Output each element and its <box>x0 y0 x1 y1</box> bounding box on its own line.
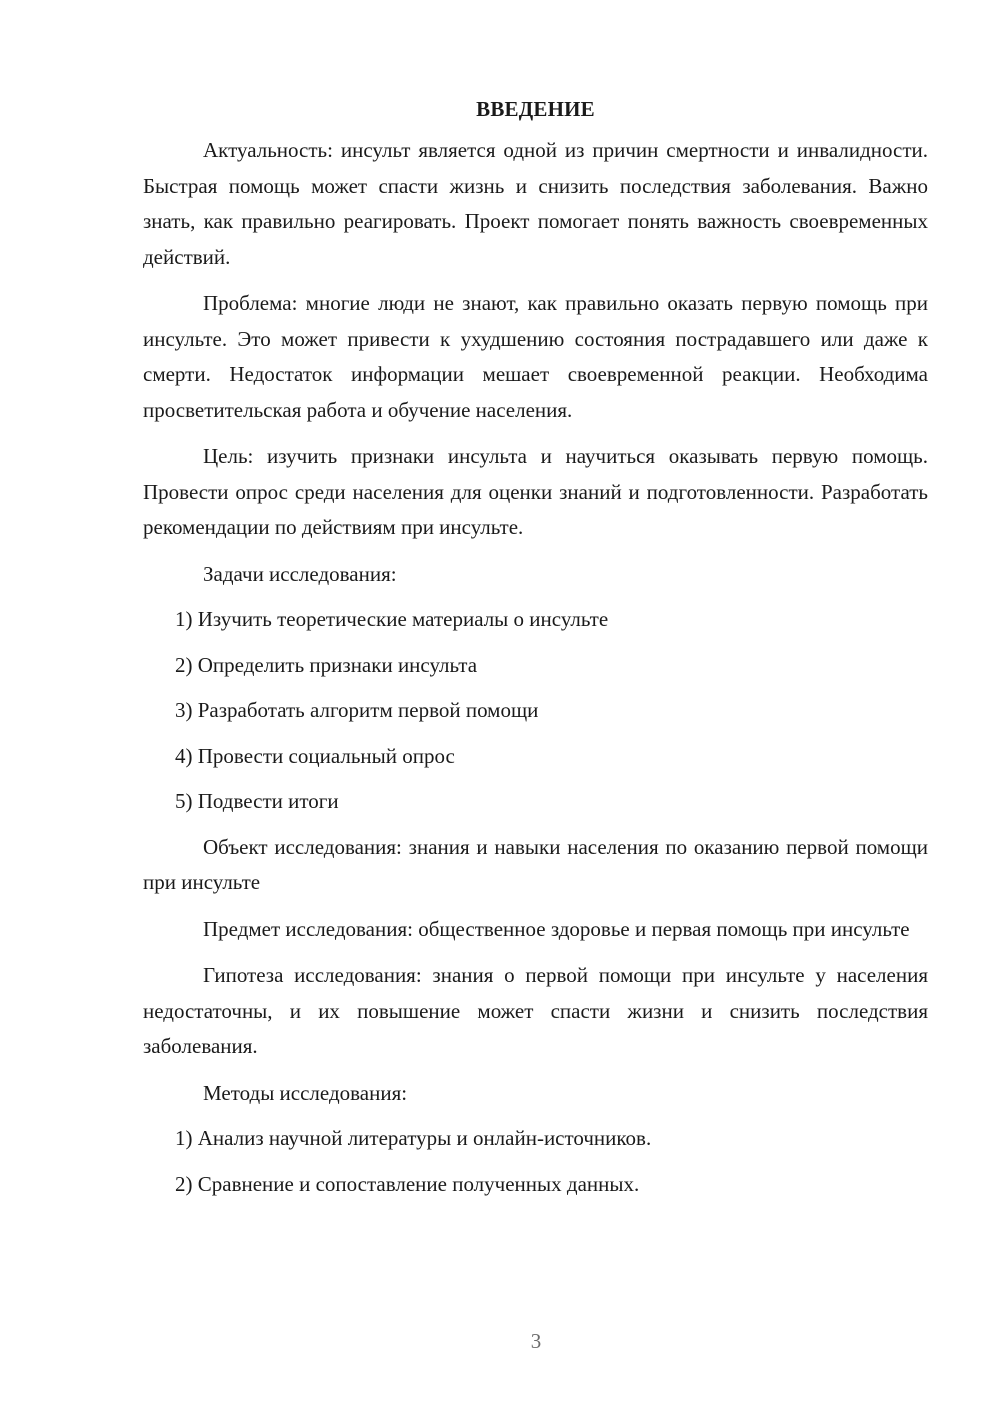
page-title: ВВЕДЕНИЕ <box>476 97 595 121</box>
object-paragraph: Объект исследования: знания и навыки населения по оказанию первой помощи при инсульте <box>143 834 928 894</box>
task-item: 2) Определить признаки инсульта <box>175 652 478 677</box>
methods-list <box>143 1121 928 1202</box>
hypothesis-paragraph: Гипотеза исследования: знания о первой помощи при инсульте у населения недостаточны, и их повышение может спасти жизни и снизить последствия заболевания. <box>143 963 928 1058</box>
method-item: 2) Сравнение и сопоставление полученных данных. <box>175 1171 640 1196</box>
tasks-label: Задачи исследования: <box>203 561 397 586</box>
page-number: 3 <box>530 1329 542 1353</box>
task-item: 1) Изучить теоретические материалы о инсульте <box>175 607 609 631</box>
relevance-paragraph: Актуальность: инсульт является одной из причин смертности и инвалидности. Быстрая помощь может спасти жизнь и снизить последствия заболевания. Важно знать, как правильно реагировать. Проект помогает понять важность своевременных действий. <box>143 138 928 269</box>
task-item: 3) Разработать алгоритм первой помощи <box>175 698 539 722</box>
tasks-list <box>143 602 928 820</box>
task-item: 5) Подвести итоги <box>175 789 339 813</box>
subject-paragraph: Предмет исследования: общественное здоровье и первая помощь при инсульте <box>203 916 910 941</box>
task-item: 4) Провести социальный опрос <box>175 743 455 768</box>
problem-paragraph: Проблема: многие люди не знают, как правильно оказать первую помощь при инсульте. Это может привести к ухудшению состояния пострадавшего или даже к смерти. Недостаток информации мешает своевременной реакции. Необходима просветительская работа и обучение населения. <box>143 291 928 422</box>
page-content <box>143 92 928 1212</box>
goal-paragraph: Цель: изучить признаки инсульта и научиться оказывать первую помощь. Провести опрос среди населения для оценки знаний и подготовленности. Разработать рекомендации по действиям при инсульте. <box>143 444 928 539</box>
methods-label: Методы исследования: <box>203 1080 408 1105</box>
method-item: 1) Анализ научной литературы и онлайн-источников. <box>175 1126 652 1150</box>
